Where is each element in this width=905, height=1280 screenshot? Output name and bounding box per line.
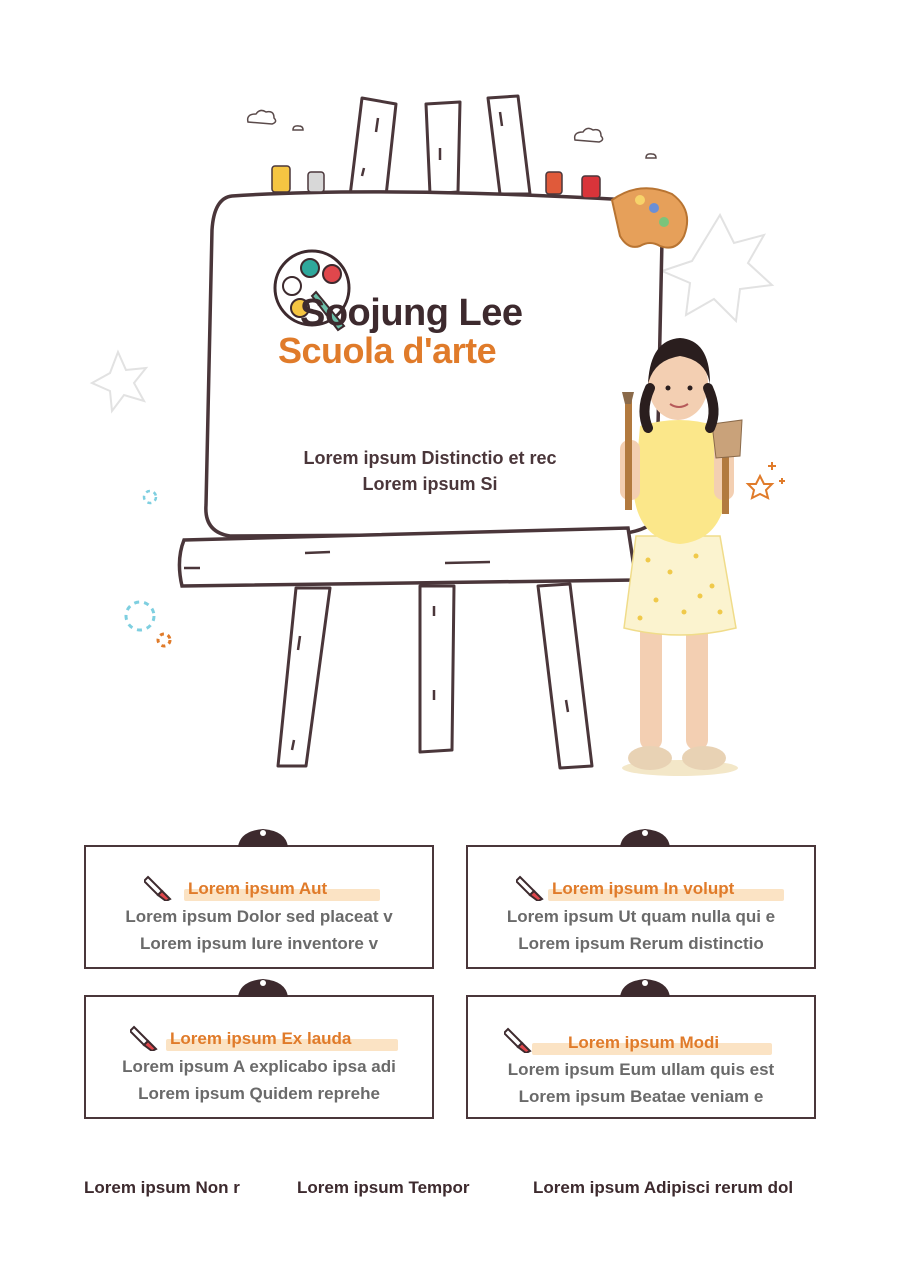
card-line-1: Lorem ipsum Eum ullam quis est: [507, 1060, 775, 1079]
paintbrush-icon: [504, 1025, 532, 1053]
info-card-4: [466, 995, 816, 1119]
footer-item-2: Lorem ipsum Tempor: [297, 1178, 470, 1197]
wooden-palette-icon: [612, 188, 687, 247]
card-line-2: Lorem ipsum Rerum distinctio: [518, 934, 764, 953]
info-card-2: [466, 845, 816, 969]
paintbrush-icon: [144, 873, 172, 901]
hanger-icon: [618, 825, 672, 847]
paintbrush-icon: [516, 873, 544, 901]
board-text-line-2: Lorem ipsum Si: [362, 474, 498, 494]
card-line-1: Lorem ipsum Ut quam nulla qui e: [506, 907, 776, 926]
footer-item-3: Lorem ipsum Adipisci rerum dol: [533, 1178, 794, 1197]
brand-subtitle: Scuola d'arte: [278, 330, 497, 371]
card-line-1: Lorem ipsum Dolor sed placeat v: [125, 907, 393, 926]
hanger-icon: [236, 825, 290, 847]
hanger-icon: [236, 975, 290, 997]
card-line-2: Lorem ipsum Iure inventore v: [139, 934, 379, 953]
card-line-2: Lorem ipsum Beatae veniam e: [518, 1087, 764, 1106]
paintbrush-icon: [130, 1023, 158, 1051]
card-title: Lorem ipsum Ex lauda: [170, 1029, 352, 1048]
card-title: Lorem ipsum Aut: [188, 879, 328, 898]
hanger-icon: [618, 975, 672, 997]
info-card-3: [84, 995, 434, 1119]
brand-name: Soojung Lee: [300, 292, 523, 334]
card-title: Lorem ipsum Modi: [568, 1033, 720, 1052]
footer-item-1: Lorem ipsum Non r: [84, 1178, 240, 1197]
card-line-2: Lorem ipsum Quidem reprehe: [138, 1084, 380, 1103]
card-title: Lorem ipsum In volupt: [552, 879, 735, 898]
info-card-1: [84, 845, 434, 969]
board-text-line-1: Lorem ipsum Distinctio et rec: [303, 448, 557, 468]
card-line-1: Lorem ipsum A explicabo ipsa adi: [122, 1057, 396, 1076]
